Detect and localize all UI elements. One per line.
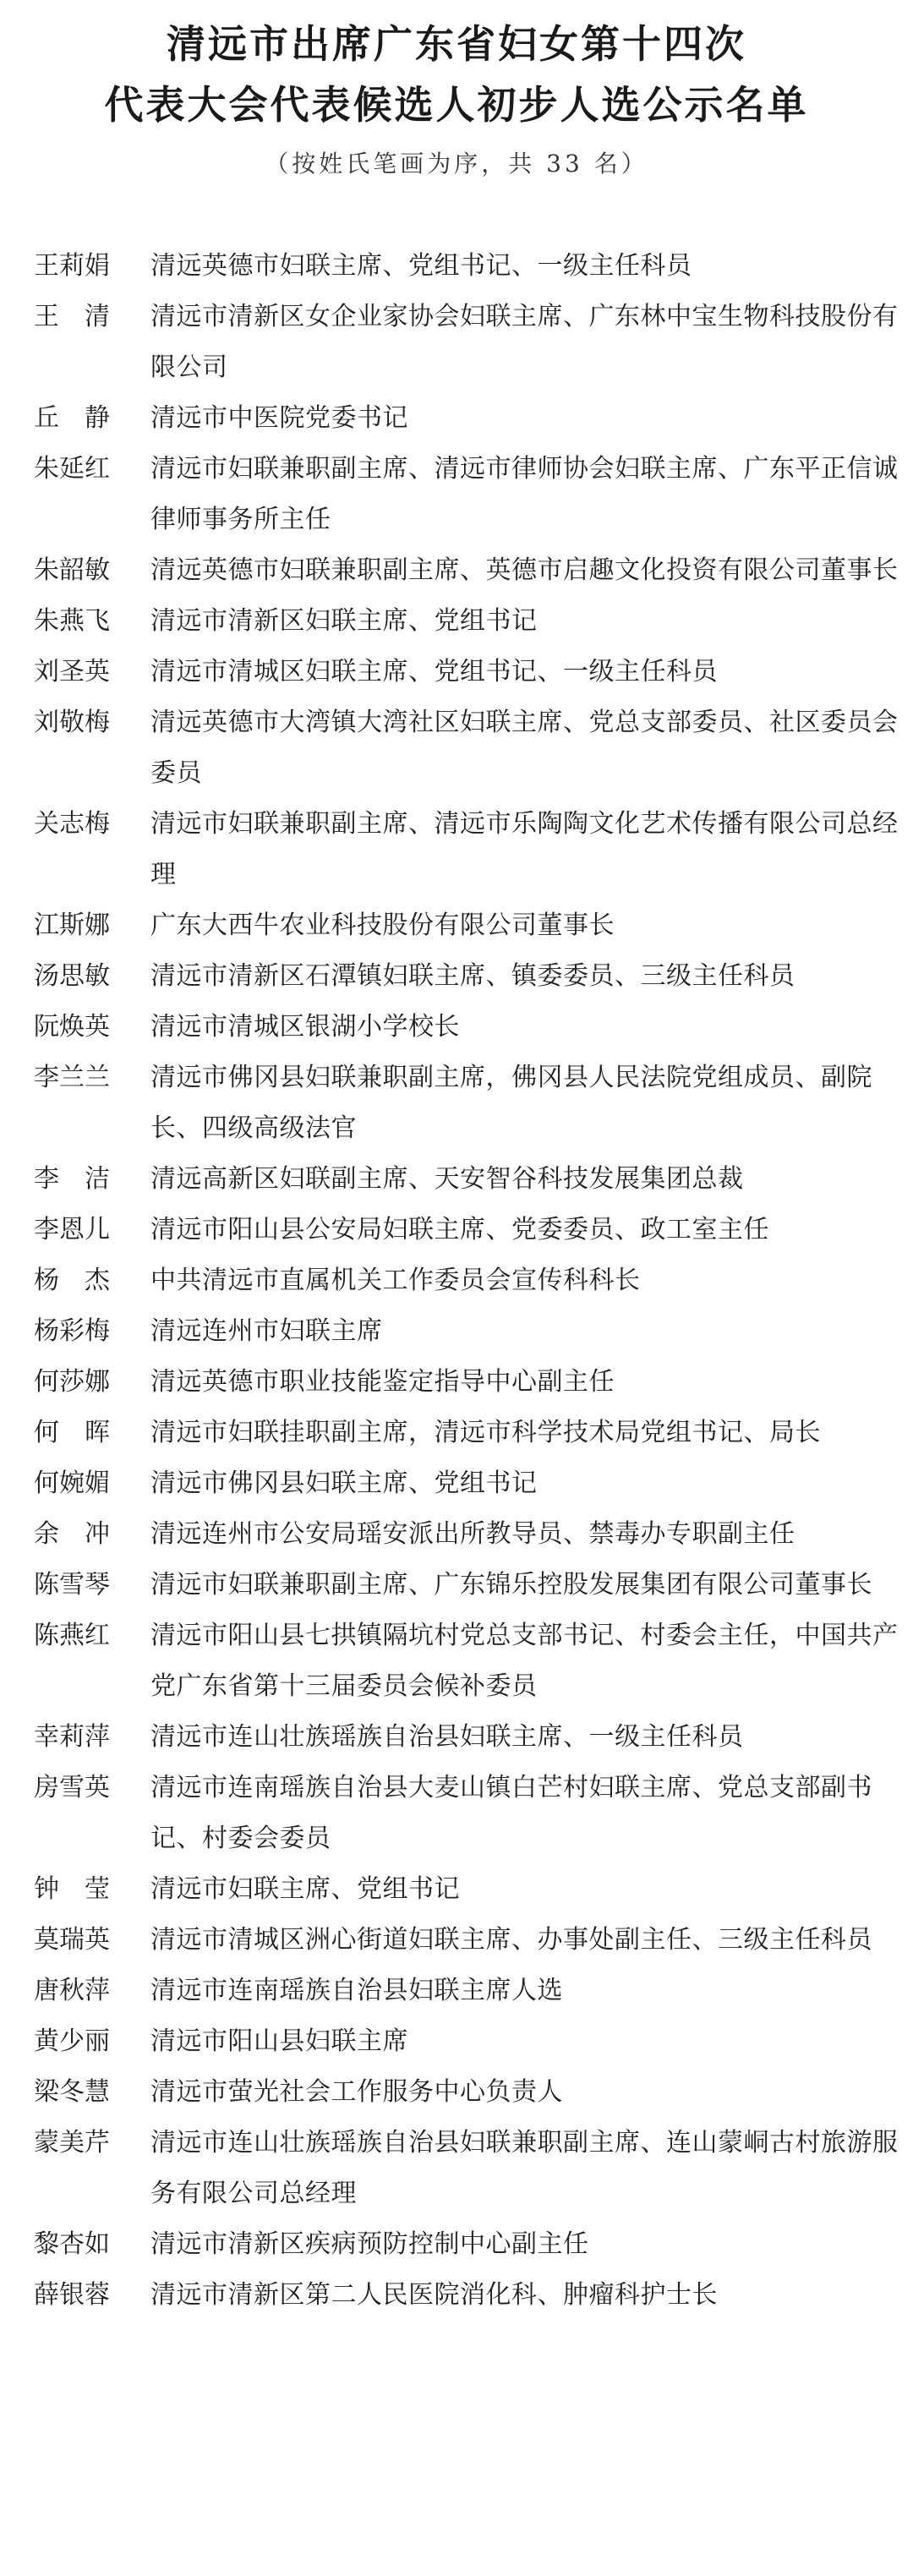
candidate-description: 清远连州市公安局瑶安派出所教导员、禁毒办专职副主任 [150,1519,795,1549]
candidate-row [0,444,913,545]
candidate-name: 陈燕红 [34,1621,110,1650]
candidate-name: 黄少丽 [34,2026,110,2056]
candidate-description: 广东大西牛农业科技股份有限公司董事长 [150,911,615,940]
candidate-row [0,2219,913,2270]
candidate-name: 李兰兰 [34,1063,110,1092]
candidate-description: 清远市萤光社会工作服务中心负责人 [150,2077,563,2107]
candidate-name: 关志梅 [34,809,110,839]
candidate-description: 中共清远市直属机关工作委员会宣传科科长 [150,1266,641,1295]
candidate-description: 清远英德市妇联主席、党组书记、一级主任科员 [150,251,692,281]
candidate-description: 清远英德市职业技能鉴定指导中心副主任 [150,1367,615,1397]
candidate-name: 房雪英 [34,1773,110,1802]
candidate-description: 清远市连山壮族瑶族自治县妇联兼职副主席、连山蒙峒古村旅游服务有限公司总经理 [150,2128,899,2208]
candidate-name: 莫瑞英 [34,1925,110,1955]
candidate-description: 清远英德市大湾镇大湾社区妇联主席、党总支部委员、社区委员会委员 [150,708,899,788]
candidate-description: 清远市中医院党委书记 [150,403,408,433]
document-subtitle: （按姓氏笔画为序，共 33 名） [265,150,648,178]
candidate-name: 朱延红 [34,454,110,484]
candidate-name: 杨 杰 [34,1266,110,1295]
candidate-name: 何婉媚 [34,1468,110,1498]
candidate-row [0,545,913,596]
candidate-name: 刘圣英 [34,657,110,686]
candidate-description: 清远市清新区女企业家协会妇联主席、广东林中宝生物科技股份有限公司 [150,302,899,382]
candidate-name: 幸莉萍 [34,1722,110,1752]
candidate-row [0,1560,913,1611]
candidate-name: 刘敬梅 [34,708,110,737]
candidate-description: 清远市阳山县公安局妇联主席、党委委员、政工室主任 [150,1215,769,1244]
candidate-name: 丘 静 [34,403,110,433]
candidate-description: 清远市妇联兼职副主席、广东锦乐控股发展集团有限公司董事长 [150,1570,872,1600]
candidate-name: 杨彩梅 [34,1316,110,1346]
candidate-description: 清远市清新区石潭镇妇联主席、镇委委员、三级主任科员 [150,961,795,991]
candidate-row [0,1966,913,2016]
candidate-row [0,900,913,951]
candidate-name: 唐秋萍 [34,1976,110,2005]
candidate-row [0,2270,913,2321]
candidate-description: 清远市连山壮族瑶族自治县妇联主席、一级主任科员 [150,1722,744,1752]
candidate-row [0,1712,913,1763]
candidate-row [0,1763,913,1864]
candidate-row [0,2067,913,2118]
candidate-row [0,1458,913,1509]
document-title-line-2: 代表大会代表候选人初步人选公示名单 [104,82,809,128]
candidate-row [0,1864,913,1915]
candidate-name: 王 清 [34,302,110,331]
candidate-name: 何 晖 [34,1418,110,1447]
candidate-row [0,1053,913,1154]
candidate-row [0,951,913,1002]
candidate-name: 江斯娜 [34,911,110,940]
candidate-description: 清远市清城区洲心街道妇联主席、办事处副主任、三级主任科员 [150,1925,872,1955]
candidate-row [0,2118,913,2219]
candidate-description: 清远高新区妇联副主席、天安智谷科技发展集团总裁 [150,1164,744,1194]
candidate-row [0,2016,913,2067]
candidate-row [0,1154,913,1205]
candidate-description: 清远市阳山县七拱镇隔坑村党总支部书记、村委会主任，中国共产党广东省第十三届委员会候补委员 [150,1621,899,1701]
candidate-description: 清远市连南瑶族自治县妇联主席人选 [150,1976,563,2005]
candidate-name: 李恩儿 [34,1215,110,1244]
candidate-description: 清远市清城区妇联主席、党组书记、一级主任科员 [150,657,718,686]
candidate-name: 余 冲 [34,1519,110,1549]
candidate-row [0,1611,913,1712]
candidate-name: 李 洁 [34,1164,110,1194]
candidate-description: 清远英德市妇联兼职副主席、英德市启趣文化投资有限公司董事长 [150,555,899,585]
candidate-description: 清远市妇联主席、党组书记 [150,1874,460,1904]
candidate-description: 清远市妇联兼职副主席、清远市乐陶陶文化艺术传播有限公司总经理 [150,809,899,889]
candidate-row [0,1205,913,1255]
candidate-row [0,1509,913,1560]
candidate-name: 朱燕飞 [34,606,110,636]
candidate-row [0,647,913,697]
candidate-name: 薛银蓉 [34,2280,110,2310]
candidate-description: 清远市阳山县妇联主席 [150,2026,408,2056]
candidate-description: 清远连州市妇联主席 [150,1316,383,1346]
candidate-description: 清远市连南瑶族自治县大麦山镇白芒村妇联主席、党总支部副书记、村委会委员 [150,1773,872,1853]
document-title-line-1: 清远市出席广东省妇女第十四次 [167,21,746,67]
candidate-row [0,1255,913,1306]
candidate-row [0,1306,913,1357]
candidate-row [0,697,913,799]
candidate-row [0,799,913,900]
candidate-name: 陈雪琴 [34,1570,110,1600]
candidate-row [0,241,913,292]
candidate-description: 清远市清新区妇联主席、党组书记 [150,606,538,636]
candidate-name: 何莎娜 [34,1367,110,1397]
candidate-row [0,1915,913,1966]
candidate-description: 清远市清新区疾病预防控制中心副主任 [150,2229,589,2259]
candidate-description: 清远市清城区银湖小学校长 [150,1012,460,1042]
candidate-description: 清远市清新区第二人民医院消化科、肿瘤科护士长 [150,2280,718,2310]
candidate-name: 朱韶敏 [34,555,110,585]
candidate-row [0,292,913,393]
candidate-description: 清远市妇联挂职副主席，清远市科学技术局党组书记、局长 [150,1418,821,1447]
candidate-name: 黎杏如 [34,2229,110,2259]
candidate-row [0,393,913,444]
candidate-description: 清远市佛冈县妇联主席、党组书记 [150,1468,538,1498]
candidate-description: 清远市佛冈县妇联兼职副主席，佛冈县人民法院党组成员、副院长、四级高级法官 [150,1063,872,1143]
candidate-name: 阮焕英 [34,1012,110,1042]
candidate-name: 钟 莹 [34,1874,110,1904]
candidate-row [0,1002,913,1053]
candidate-name: 蒙美芹 [34,2128,110,2158]
candidate-row [0,1357,913,1408]
candidate-name: 梁冬慧 [34,2077,110,2107]
candidate-row [0,596,913,647]
candidate-name: 王莉娟 [34,251,110,281]
candidate-description: 清远市妇联兼职副主席、清远市律师协会妇联主席、广东平正信诚律师事务所主任 [150,454,899,534]
candidate-row [0,1408,913,1458]
candidate-name: 汤思敏 [34,961,110,991]
candidate-list [0,241,913,2321]
